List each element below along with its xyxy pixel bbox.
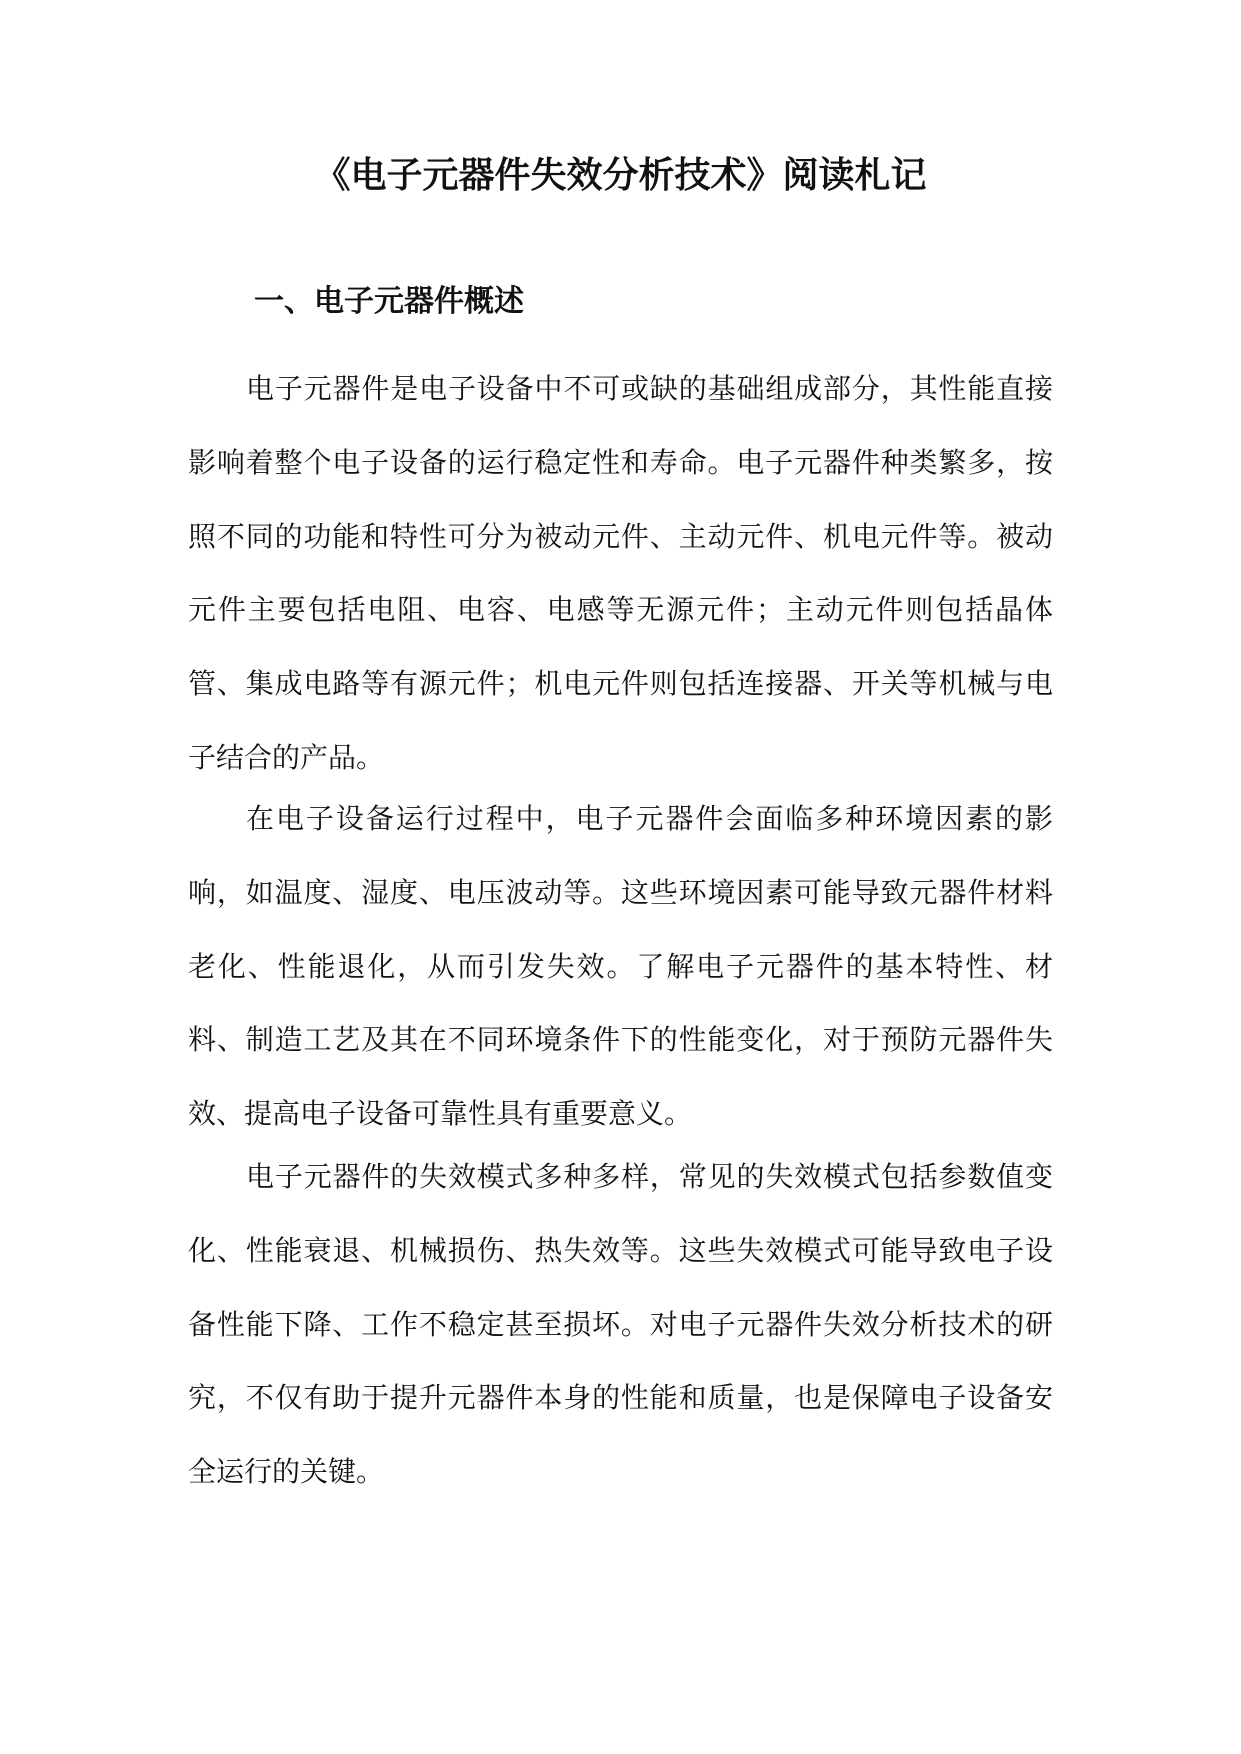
document-title: 《电子元器件失效分析技术》阅读札记	[314, 155, 927, 196]
section-heading: 一、电子元器件概述	[254, 284, 524, 319]
body-paragraph: 在电子设备运行过程中，电子元器件会面临多种环境因素的影响，如温度、湿度、电压波动等。这些环境因素可能导致元器件材料老化、性能退化，从而引发失效。了解电子元器件的基本特性、材料、制造工艺及其在不同环境条件下的性能变化，对于预防元器件失效、提高电子设备可靠性具有重要意义。	[188, 802, 1053, 1131]
body-paragraph: 电子元器件的失效模式多种多样，常见的失效模式包括参数值变化、性能衰退、机械损伤、热失效等。这些失效模式可能导致电子设备性能下降、工作不稳定甚至损坏。对电子元器件失效分析技术的研究，不仅有助于提升元器件本身的性能和质量，也是保障电子设备安全运行的关键。	[188, 1160, 1053, 1489]
body-paragraph: 电子元器件是电子设备中不可或缺的基础组成部分，其性能直接影响着整个电子设备的运行稳定性和寿命。电子元器件种类繁多，按照不同的功能和特性可分为被动元件、主动元件、机电元件等。被动元件主要包括电阻、电容、电感等无源元件；主动元件则包括晶体管、集成电路等有源元件；机电元件则包括连接器、开关等机械与电子结合的产品。	[188, 372, 1053, 774]
